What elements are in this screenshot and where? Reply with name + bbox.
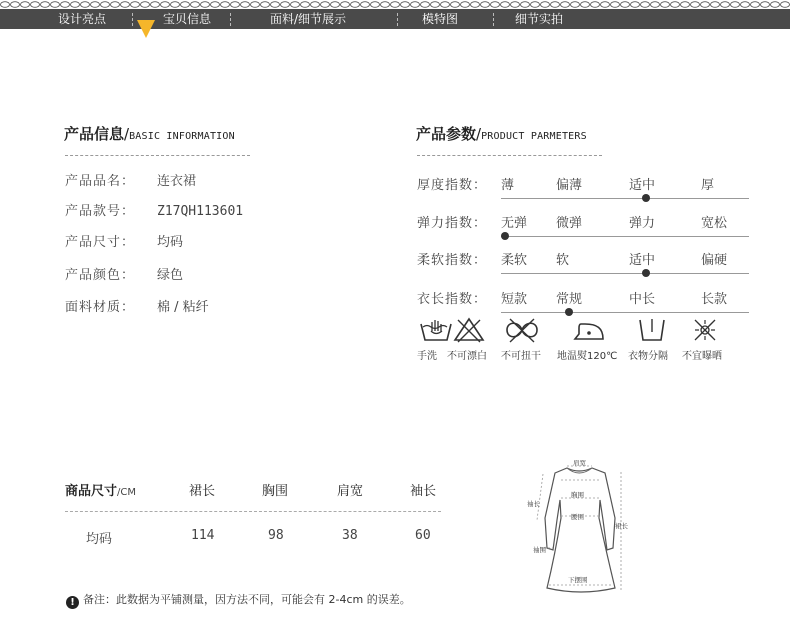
size-col-shoulder: 肩宽 xyxy=(337,484,364,499)
param-option: 弹力 xyxy=(629,216,656,231)
param-option: 微弹 xyxy=(556,216,583,231)
low-iron-icon xyxy=(571,316,609,344)
nav-divider xyxy=(493,13,494,26)
param-option: 薄 xyxy=(501,178,515,193)
nav-decorative-border xyxy=(0,0,790,9)
active-tab-marker xyxy=(137,20,155,38)
param-scale-line xyxy=(501,273,749,274)
param-scale-line xyxy=(501,312,749,313)
care-label-no-sun: 不宜曝晒 xyxy=(682,351,722,362)
measurement-note xyxy=(66,591,411,609)
top-nav xyxy=(0,0,790,30)
param-scale-line xyxy=(501,198,749,199)
param-option: 柔软 xyxy=(501,253,528,268)
param-label: 柔软指数： xyxy=(417,253,488,268)
nav-item-fabric[interactable]: 面料/细节展示 xyxy=(270,12,347,26)
param-scale-line xyxy=(501,236,749,237)
info-row xyxy=(65,296,209,314)
param-option: 适中 xyxy=(629,253,656,268)
info-title: 产品信息/BASIC INFORMATION xyxy=(64,125,235,143)
info-label: 面料材质： xyxy=(65,300,136,315)
param-option: 厚 xyxy=(701,178,715,193)
info-label: 产品颜色： xyxy=(65,268,136,283)
size-value-sleeve: 60 xyxy=(415,528,431,543)
info-title-divider xyxy=(65,155,250,156)
info-value: 棉 / 粘纤 xyxy=(157,300,209,315)
nav-item-design[interactable]: 设计亮点 xyxy=(58,12,107,26)
info-value: 绿色 xyxy=(157,268,184,283)
diagram-label-chest: 胸围 xyxy=(571,491,584,499)
nav-divider xyxy=(132,13,133,26)
param-option: 短款 xyxy=(501,292,528,307)
param-option: 软 xyxy=(556,253,570,268)
params-title-divider xyxy=(417,155,602,156)
info-title-en: BASIC INFORMATION xyxy=(129,131,235,142)
info-row xyxy=(65,200,243,218)
info-row xyxy=(65,170,196,188)
param-option: 中长 xyxy=(629,292,656,307)
param-row xyxy=(417,174,777,208)
param-option: 常规 xyxy=(556,292,583,307)
param-label: 厚度指数： xyxy=(417,178,488,193)
param-row xyxy=(417,249,777,283)
size-col-chest: 胸围 xyxy=(262,484,289,499)
nav-bar xyxy=(0,9,790,29)
diagram-label-cuff: 袖围 xyxy=(533,546,546,554)
param-label: 衣长指数： xyxy=(417,292,488,307)
info-value: 连衣裙 xyxy=(157,174,197,189)
dress-measurement-diagram xyxy=(515,460,645,610)
param-option: 偏硬 xyxy=(701,253,728,268)
param-selected-marker xyxy=(642,269,650,277)
note-text: 备注：此数据为平铺测量，因方法不同，可能会有 2-4cm 的误差。 xyxy=(83,593,411,606)
info-value: 均码 xyxy=(157,235,184,250)
param-option: 无弹 xyxy=(501,216,528,231)
diagram-label-length: 裙长 xyxy=(615,522,628,530)
info-label: 产品品名： xyxy=(65,174,136,189)
info-value: Z17QH113601 xyxy=(157,204,244,219)
param-option: 宽松 xyxy=(701,216,728,231)
size-table-unit: /CM xyxy=(117,487,136,498)
size-col-sleeve: 袖长 xyxy=(410,484,437,499)
param-option: 偏薄 xyxy=(556,178,583,193)
info-label: 产品尺寸： xyxy=(65,235,136,250)
care-label-hand-wash: 手洗 xyxy=(417,351,437,362)
size-row-label: 均码 xyxy=(86,532,113,547)
info-row xyxy=(65,264,183,282)
nav-item-detail[interactable]: 细节实拍 xyxy=(515,12,564,26)
no-sun-dry-icon xyxy=(686,316,724,344)
params-title-cn: 产品参数 xyxy=(416,125,477,143)
nav-item-model[interactable]: 模特图 xyxy=(422,12,459,26)
param-option: 适中 xyxy=(629,178,656,193)
size-table-title: 商品尺寸 xyxy=(65,484,118,499)
warning-icon: ! xyxy=(66,596,79,609)
diagram-label-waist: 腰围 xyxy=(571,513,584,521)
param-selected-marker xyxy=(565,308,573,316)
param-option: 长款 xyxy=(701,292,728,307)
care-label-separate: 衣物分隔 xyxy=(628,351,668,362)
param-selected-marker xyxy=(501,232,509,240)
param-row xyxy=(417,212,777,246)
no-wring-icon xyxy=(503,316,541,344)
care-label-no-bleach: 不可漂白 xyxy=(447,351,487,362)
size-table-header-label xyxy=(65,480,136,499)
care-label-no-wring: 不可扭干 xyxy=(501,351,541,362)
diagram-label-shoulder: 肩宽 xyxy=(573,460,586,467)
diagram-label-sleeve: 袖长 xyxy=(527,500,540,508)
size-value-shoulder: 38 xyxy=(342,528,358,543)
info-label: 产品款号： xyxy=(65,204,136,219)
separate-wash-icon xyxy=(633,316,671,344)
params-title: 产品参数/PRODUCT PARMETERS xyxy=(416,125,587,143)
no-bleach-icon xyxy=(450,316,488,344)
size-table-divider xyxy=(65,511,441,512)
info-title-cn: 产品信息 xyxy=(64,125,125,143)
param-label: 弹力指数： xyxy=(417,216,488,231)
nav-divider xyxy=(397,13,398,26)
size-col-length: 裙长 xyxy=(189,484,216,499)
info-row xyxy=(65,231,183,249)
size-value-chest: 98 xyxy=(268,528,284,543)
param-selected-marker xyxy=(642,194,650,202)
size-value-length: 114 xyxy=(191,528,215,543)
params-title-en: PRODUCT PARMETERS xyxy=(481,131,587,142)
care-label-low-iron: 地温熨120℃ xyxy=(557,351,618,362)
nav-item-product-info[interactable]: 宝贝信息 xyxy=(163,12,212,26)
nav-divider xyxy=(230,13,231,26)
diagram-label-hem: 下摆围 xyxy=(568,576,588,584)
